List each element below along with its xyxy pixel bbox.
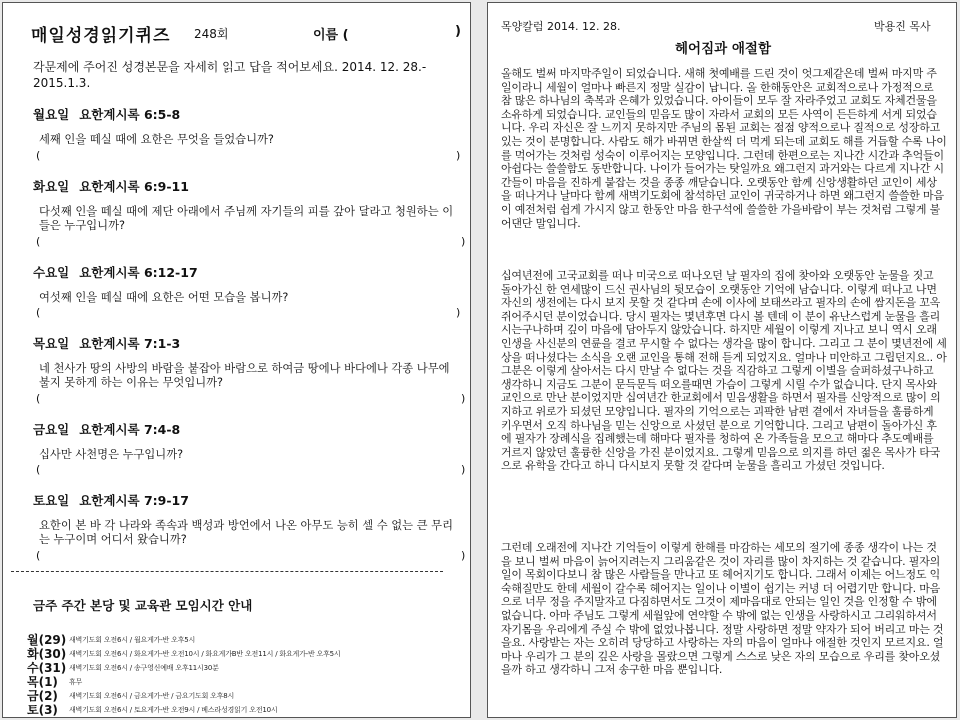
- quiz-title: 매일성경읽기퀴즈: [31, 26, 171, 46]
- question-fri: 십사만 사천명은 누구입니까?: [39, 448, 184, 461]
- schedule-day: 월(29): [27, 633, 67, 647]
- schedule-events: 새벽기도회 오전6시 / 월요게가-반 오후5시: [69, 635, 196, 644]
- answer-open-paren: (: [36, 392, 41, 405]
- answer-close-paren: ): [456, 149, 461, 162]
- name-close-paren: ): [455, 24, 461, 39]
- column-page: [487, 2, 957, 718]
- column-title: 헤어짐과 애절함: [675, 41, 771, 57]
- day-name: 금요일: [33, 422, 70, 437]
- day-name: 화요일: [33, 179, 70, 194]
- schedule-day: 금(2): [27, 689, 58, 703]
- question-sat: 요한이 본 바 각 나라와 족속과 백성과 방언에서 나온 아무도 능히 셀 수 없는 큰 무리는 누구이며 어디서 왔습니까?: [39, 519, 453, 546]
- schedule-events: 새벽기도회 오전6시 / 금요게가-반 / 금요기도회 오후8시: [69, 691, 235, 700]
- day-name: 토요일: [33, 493, 70, 508]
- column-header: 목양칼럼 2014. 12. 28.: [501, 20, 621, 33]
- scripture-ref: 요한계시록 6:5-8: [79, 107, 181, 122]
- column-author: 박용진 목사: [874, 20, 931, 33]
- schedule-row: [27, 699, 467, 717]
- day-heading-fri: [33, 420, 180, 438]
- section-divider: [11, 571, 443, 572]
- answer-open-paren: (: [36, 549, 41, 562]
- schedule-day: 화(30): [27, 647, 67, 661]
- day-heading-mon: [33, 105, 180, 123]
- schedule-events: 새벽기도회 오전6시 / 송구영신예배 오후11시30분: [69, 663, 219, 672]
- schedule-row: [27, 643, 467, 661]
- schedule-day: 수(31): [27, 661, 67, 675]
- quiz-page: [2, 2, 471, 718]
- schedule-day: 토(3): [27, 703, 58, 717]
- column-paragraph: 그런데 오래전에 지나간 기억들이 이렇게 한해를 마감하는 세모의 절기에 종종 생각이 나는 것을 보니 벌써 마음이 늙어지려는지 그리움같은 것이 자리를 많이 차지하는 것 같습니다. 필자의 일이 목회이다보니 참 많은 사람들을 만나고 또 헤어지기도 합니다. 그래서 이제는 어느정도 익숙해질만도 한데 세월이 갈수록 헤어지는 일이나 이별이 쉽기는 커녕 더 어렵기만 합니다. 마음으로 너무 정을 주지말자고 다짐하면서도 그것이 제마음대로 안되는 일인 것을 인정할 수 밖에 없습니다. 아마 주님도 그렇게 세월앞에 연약할 수 밖에 없는 인생을 사랑하시고 그리워하셔서 자기몸을 우리에게 주실 수 밖에 없었나봅니다. 정말 사랑하면 정말 약자가 되어 버리고 마는 것을요. 사랑받는 자는 오히려 당당하고 사랑하는 자의 마음이 얼마나 애절한 것인지 모르지요. 얼마나 우리가 그 분의 깊은 사랑을 몰랐으면 그렇게 스스로 낮은 자의 모습으로 우리를 찾아오셨을까 하고 생각하니 그저 송구한 마음 뿐입니다.: [501, 541, 944, 677]
- answer-close-paren: ): [461, 392, 466, 405]
- question-thu: 네 천사가 땅의 사방의 바람을 붙잡아 바람으로 하여금 땅에나 바다에나 각종 나무에 불지 못하게 하는 이유는 무엇입니까?: [39, 362, 450, 389]
- day-heading-wed: [33, 263, 198, 281]
- scripture-ref: 요한계시록 7:9-17: [79, 493, 189, 508]
- column-paragraph: 십여년전에 고국교회를 떠나 미국으로 떠나오던 날 필자의 집에 찾아와 오랫동안 눈물을 짓고 돌아가신 한 연세많이 드신 권사님의 뒷모습이 오랫동안 기억에 남습니다. 이렇게 떠나고 나면 자신의 생전에는 다시 보지 못할 것 같다며 손에 이사에 보태쓰라고 필자의 손에 쌈지돈을 꼬옥 쥐어주시던 분이었습니다. 당시 필자는 몇년후면 다시 볼 텐데 이 분이 유난스럽게 눈물을 흘리시는구나하며 깊이 마음에 담아두지 않았습니다. 하지만 세월이 이렇게 지나고 보니 역시 오래 인생을 사신분의 연륜을 결코 무시할 수 없다는 생각을 많이 합니다. 그리고 그 분이 몇년전에 세상을 떠나셨다는 소식을 오랜 교인을 통해 전해 듣게 되었지요. 얼마나 미안하고 그립던지요.. 아 그분은 이렇게 살아서는 다시 만날 수 없다는 것을 직감하고 그렇게 이별을 슬퍼하셨구나하고 생각하니 지금도 그분이 문득문득 떠오를때면 가슴이 그렇게 시릴 수가 없습니다. 단지 목사와 교인으로 만난 분이었지만 십여년간 한교회에서 믿음생활을 하면서 필자를 신앙적으로 많이 의지하고 위로가 되셨던 모양입니다. 필자의 기억으로는 괴팍한 남편 곁에서 자녀들을 훌륭하게 키우면서 오직 하나님을 믿는 신앙으로 사셨던 분으로 기억합니다. 그리고 남편이 돌아가신 후에 필자가 장례식을 집례했는데 해마다 필자를 청하여 온 가족들을 모으고 해마다 추도예배를 거르지 않았던 훌륭한 신앙을 가진 분이었지요. 그렇게 믿음으로 의지를 하던 젊은 목사가 타국으로 유학을 간다고 하니 다시보지 못할 것 같다며 눈물을 흘리고 가셨던 것입니다.: [501, 269, 947, 473]
- answer-open-paren: (: [36, 235, 41, 248]
- day-name: 목요일: [33, 336, 70, 351]
- question-tue: 다섯째 인을 떼실 때에 제단 아래에서 주님께 자기들의 피를 갚아 달라고 청원하는 이들은 누구입니까?: [39, 205, 454, 232]
- schedule-events: 새벽기도회 오전6시 / 토요게가-반 오전9시 / 베스라성경읽기 오전10시: [69, 705, 278, 714]
- question-wed: 여섯째 인을 떼실 때에 요한은 어떤 모습을 봅니까?: [39, 291, 289, 304]
- schedule-row: [27, 629, 467, 647]
- day-heading-tue: [33, 177, 189, 195]
- answer-open-paren: (: [36, 149, 41, 162]
- schedule-title: 금주 주간 본당 및 교육관 모임시간 안내: [33, 598, 253, 613]
- scripture-ref: 요한계시록 6:12-17: [79, 265, 198, 280]
- scripture-ref: 요한계시록 7:4-8: [79, 422, 181, 437]
- answer-close-paren: ): [456, 306, 461, 319]
- scripture-ref: 요한계시록 6:9-11: [79, 179, 189, 194]
- quiz-header: [31, 21, 461, 45]
- schedule-row: [27, 671, 467, 689]
- quiz-number: 248회: [194, 27, 229, 41]
- quiz-instruction: 각문제에 주어진 성경본문을 자세히 읽고 답을 적어보세요. 2014. 12. 28.- 2015.1.3.: [33, 60, 427, 90]
- name-label: 이름 (: [313, 28, 349, 43]
- schedule-row: [27, 657, 467, 675]
- answer-close-paren: ): [461, 463, 466, 476]
- question-mon: 세째 인을 떼실 때에 요한은 무엇을 들었습니까?: [39, 133, 274, 146]
- answer-open-paren: (: [36, 306, 41, 319]
- schedule-row: [27, 685, 467, 703]
- schedule-events: 휴무: [69, 677, 83, 686]
- day-heading-thu: [33, 334, 180, 352]
- day-name: 월요일: [33, 107, 70, 122]
- schedule-events: 새벽기도회 오전6시 / 화요게가-반 오전10시 / 화요게가B반 오전11시 / 화요게가-반 오후5시: [69, 649, 341, 658]
- scripture-ref: 요한계시록 7:1-3: [79, 336, 181, 351]
- answer-close-paren: ): [461, 549, 466, 562]
- day-name: 수요일: [33, 265, 70, 280]
- answer-open-paren: (: [36, 463, 41, 476]
- day-heading-sat: [33, 491, 189, 509]
- schedule-day: 목(1): [27, 675, 58, 689]
- answer-close-paren: ): [461, 235, 466, 248]
- column-paragraph: 올해도 벌써 마지막주일이 되었습니다. 새해 첫예배를 드린 것이 엇그제같은데 벌써 마지막 주일이라니 세월이 얼마나 빠른지 정말 실감이 납니다. 올 한해동안은 교회적으로나 가정적으로 참 많은 하나님의 축복과 은혜가 있었습니다. 아이들이 모두 잘 자라주었고 교회도 자체건물을 소유하게 되었습니다. 교인들의 믿음도 많이 자라서 교회의 모든 사역이 든든하게 서게 되었습니다. 우리 자신은 잘 느끼지 못하지만 주님의 몸된 교회는 점점 양적으로나 질적으로 성장하고 있는 것이 분명합니다. 사람도 해가 바뀌면 한살씩 더 먹게 되는데 교회도 해를 거듭할 수록 나이를 먹어가는 것처럼 성숙이 이루어지는 모양입니다. 그런데 한편으로는 지나간 시간과 추억들이 아쉽다는 쓸쓸함도 동반합니다. 나이가 들어가는 탓일까요 왜그런지 과거와는 다르게 지나간 시간들이 마음을 진하게 붙잡는 것을 종종 깨닫습니다. 오랫동안 함께 신앙생활하던 교인이 세상을 떠나거나 날마다 함께 새벽기도회에 참석하던 교인이 귀국하거나 하면 왜그런지 쓸쓸한 마음이 예전처럼 쉽게 가시지 않고 한동안 마음 한구석에 쓸쓸한 가을바람이 부는 것처럼 그렇게 불어댄단 말입니다.: [501, 67, 947, 230]
